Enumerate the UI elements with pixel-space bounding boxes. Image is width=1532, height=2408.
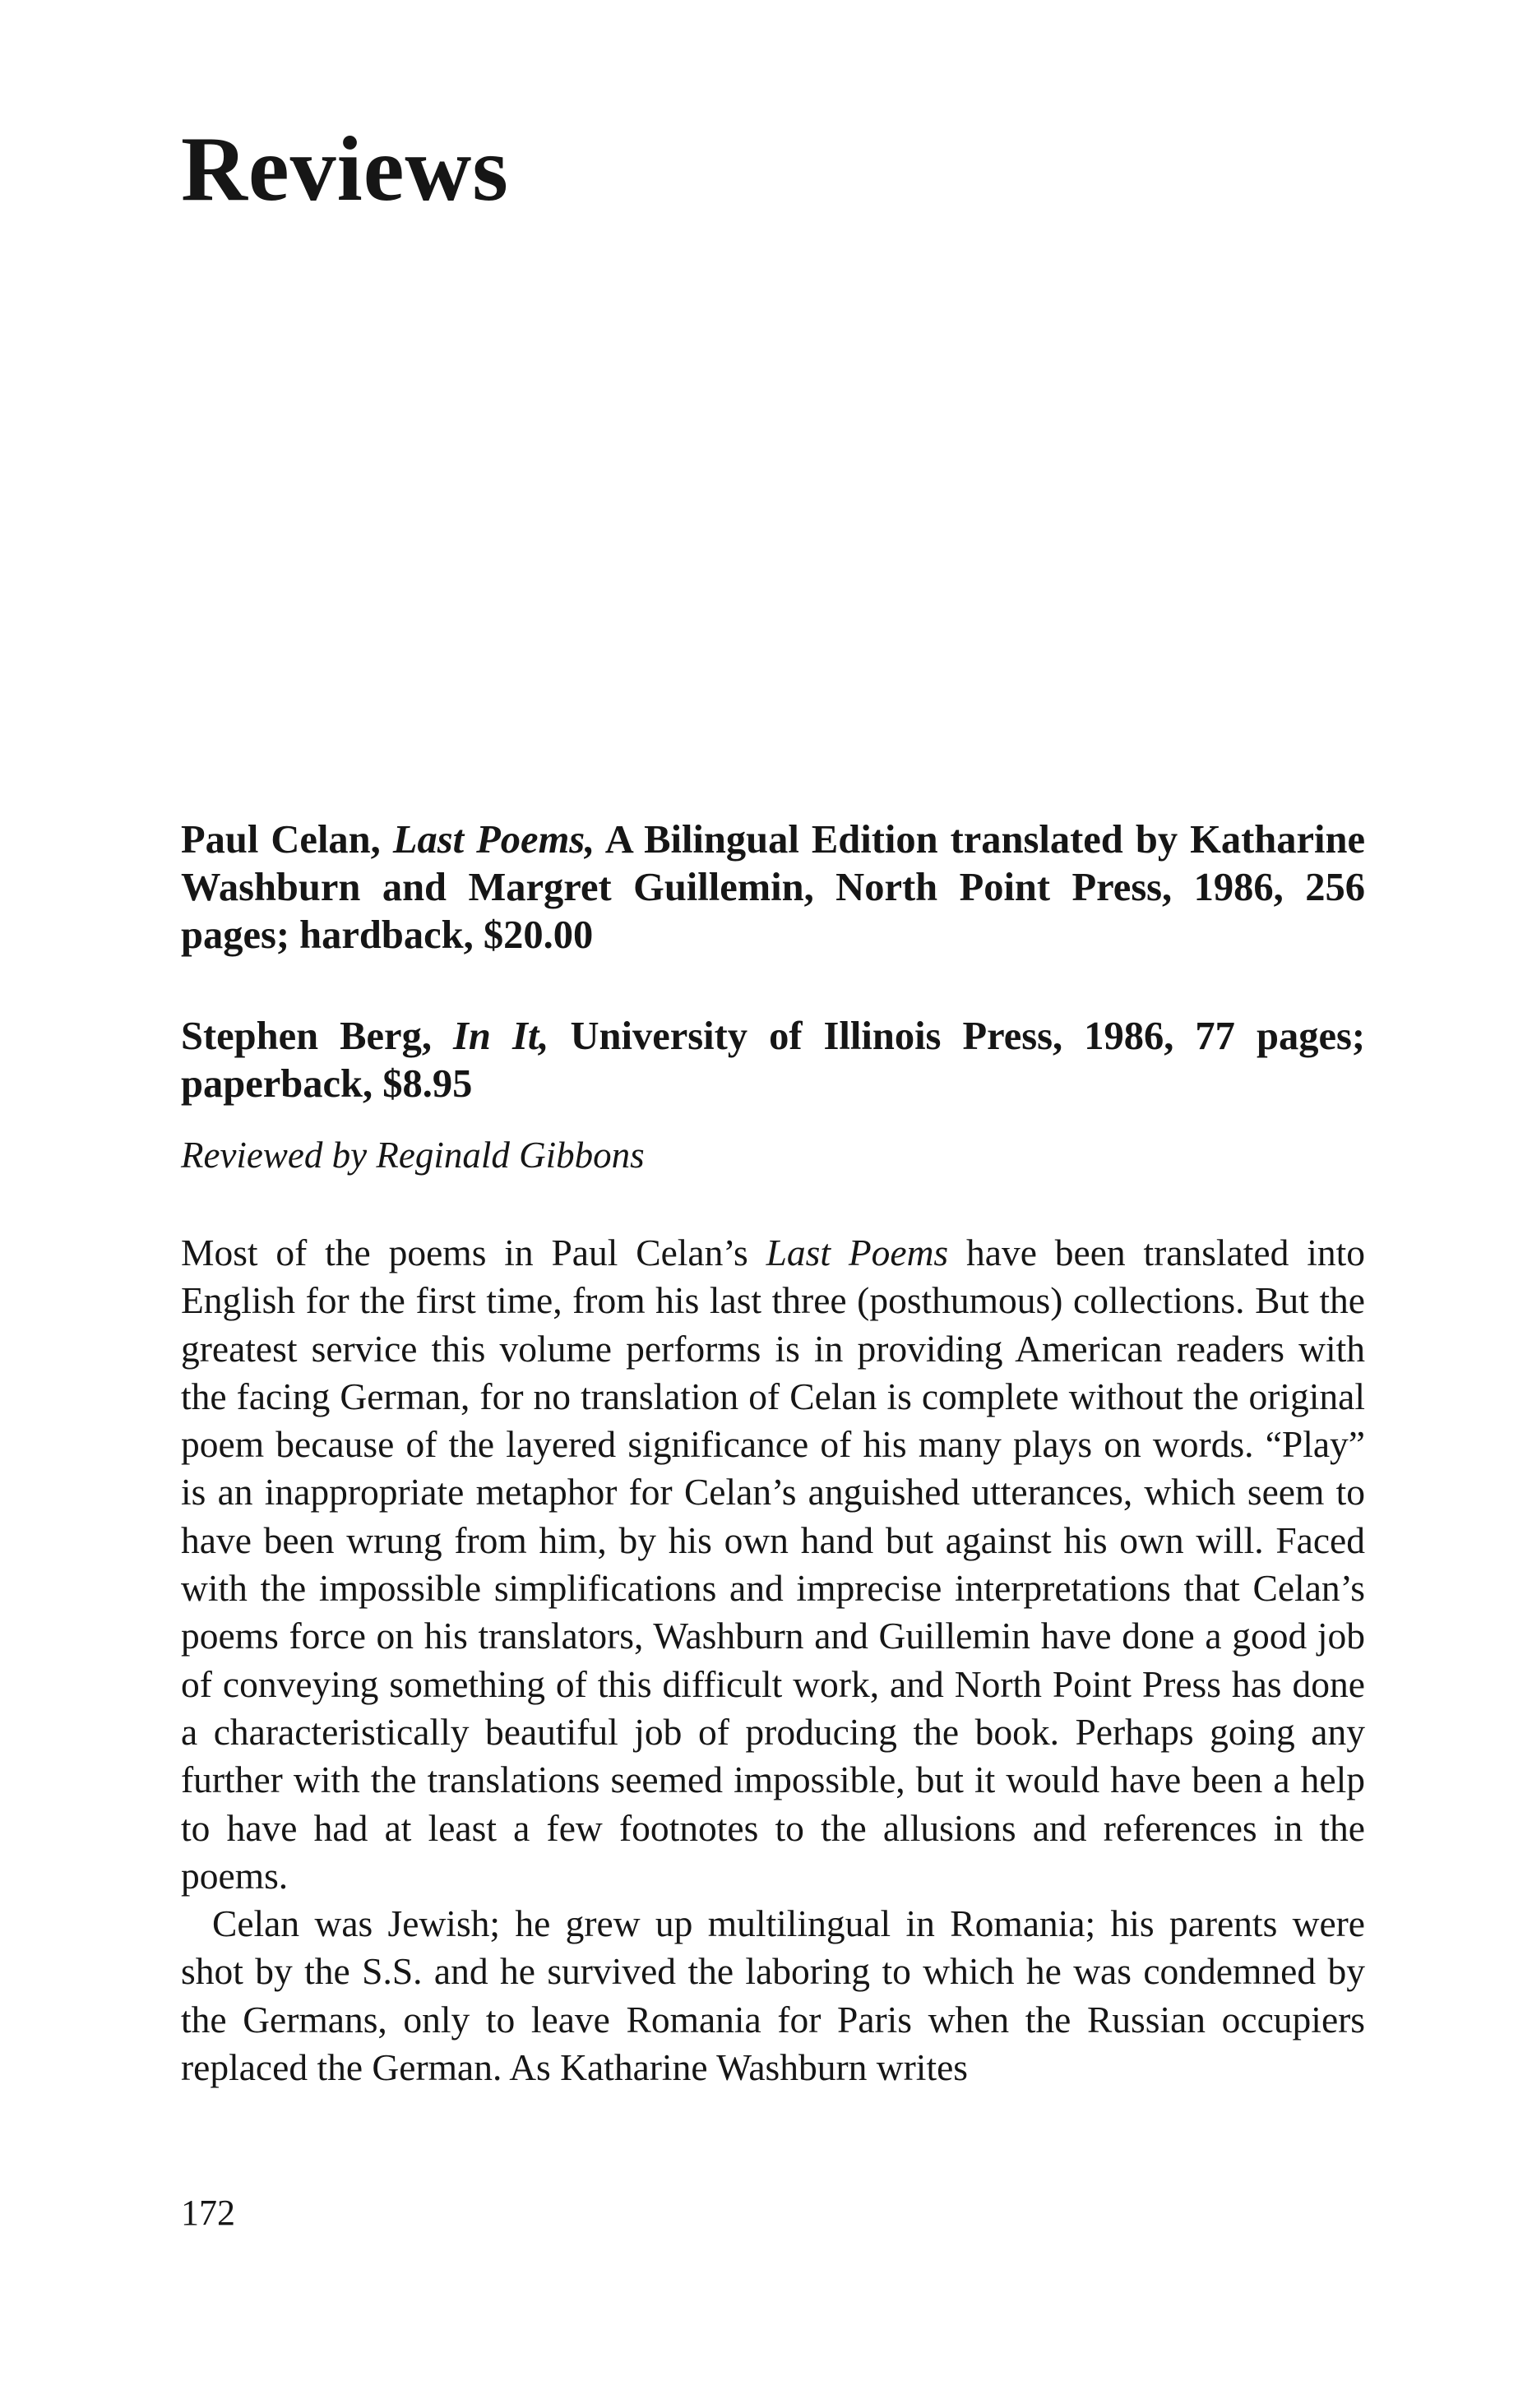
review-body xyxy=(181,1229,1365,2091)
body-paragraph-1 xyxy=(181,1229,1365,1900)
paragraph-text: have been translated into English for the first time, from his last three (posthumous) collections. But the greatest service this volume performs is in providing American readers with the facing German, for no translation of Celan is complete without the original poem because of the layered significance of his many plays on words. “Play” is an inappropriate metaphor for Celan’s anguished utterances, which seem to have been wrung from him, by his own hand but against his own will. Faced with the impossible simplifications and imprecise interpretations that Celan’s poems force on his translators, Washburn and Guillemin have done a good job of conveying something of this difficult work, and North Point Press has done a characteristically beautiful job of producing the book. Perhaps going any further with the translations seemed impossible, but it would have been a help to have had at least a few footnotes to the allusions and references in the poems. xyxy=(181,1232,1365,1897)
reviewer-byline: Reviewed by Reginald Gibbons xyxy=(181,1135,645,1176)
book-citation-berg xyxy=(181,1013,1365,1108)
book-citation-celan xyxy=(181,816,1365,959)
body-paragraph-2: Celan was Jewish; he grew up multilingual in Romania; his parents were shot by the S.S. and he survived the laboring to which he was condemned by the Germans, only to leave Romania for Paris when the Russian occupiers replaced the German. As Katharine Washburn writes xyxy=(181,1902,1365,2089)
section-title: Reviews xyxy=(181,118,509,220)
page-number: 172 xyxy=(181,2193,235,2233)
citation-details: University of Illinois Press, 1986, 77 pages; paperback, $8.95 xyxy=(181,1015,1366,1106)
citation-author: Paul Celan, xyxy=(181,818,381,862)
paragraph-text: Most of the poems in Paul Celan’s xyxy=(181,1232,748,1273)
paragraph-book-title: Last Poems xyxy=(766,1232,949,1273)
citation-book-title: Last Poems, xyxy=(392,818,595,862)
citation-author: Stephen Berg, xyxy=(181,1015,432,1058)
citation-book-title: In It, xyxy=(453,1015,549,1058)
citation-details: A Bilingual Edition translated by Katharine Washburn and Margret Guillemin, North Point Press, 1986, 256 pages; hardback, $20.00 xyxy=(181,818,1366,957)
